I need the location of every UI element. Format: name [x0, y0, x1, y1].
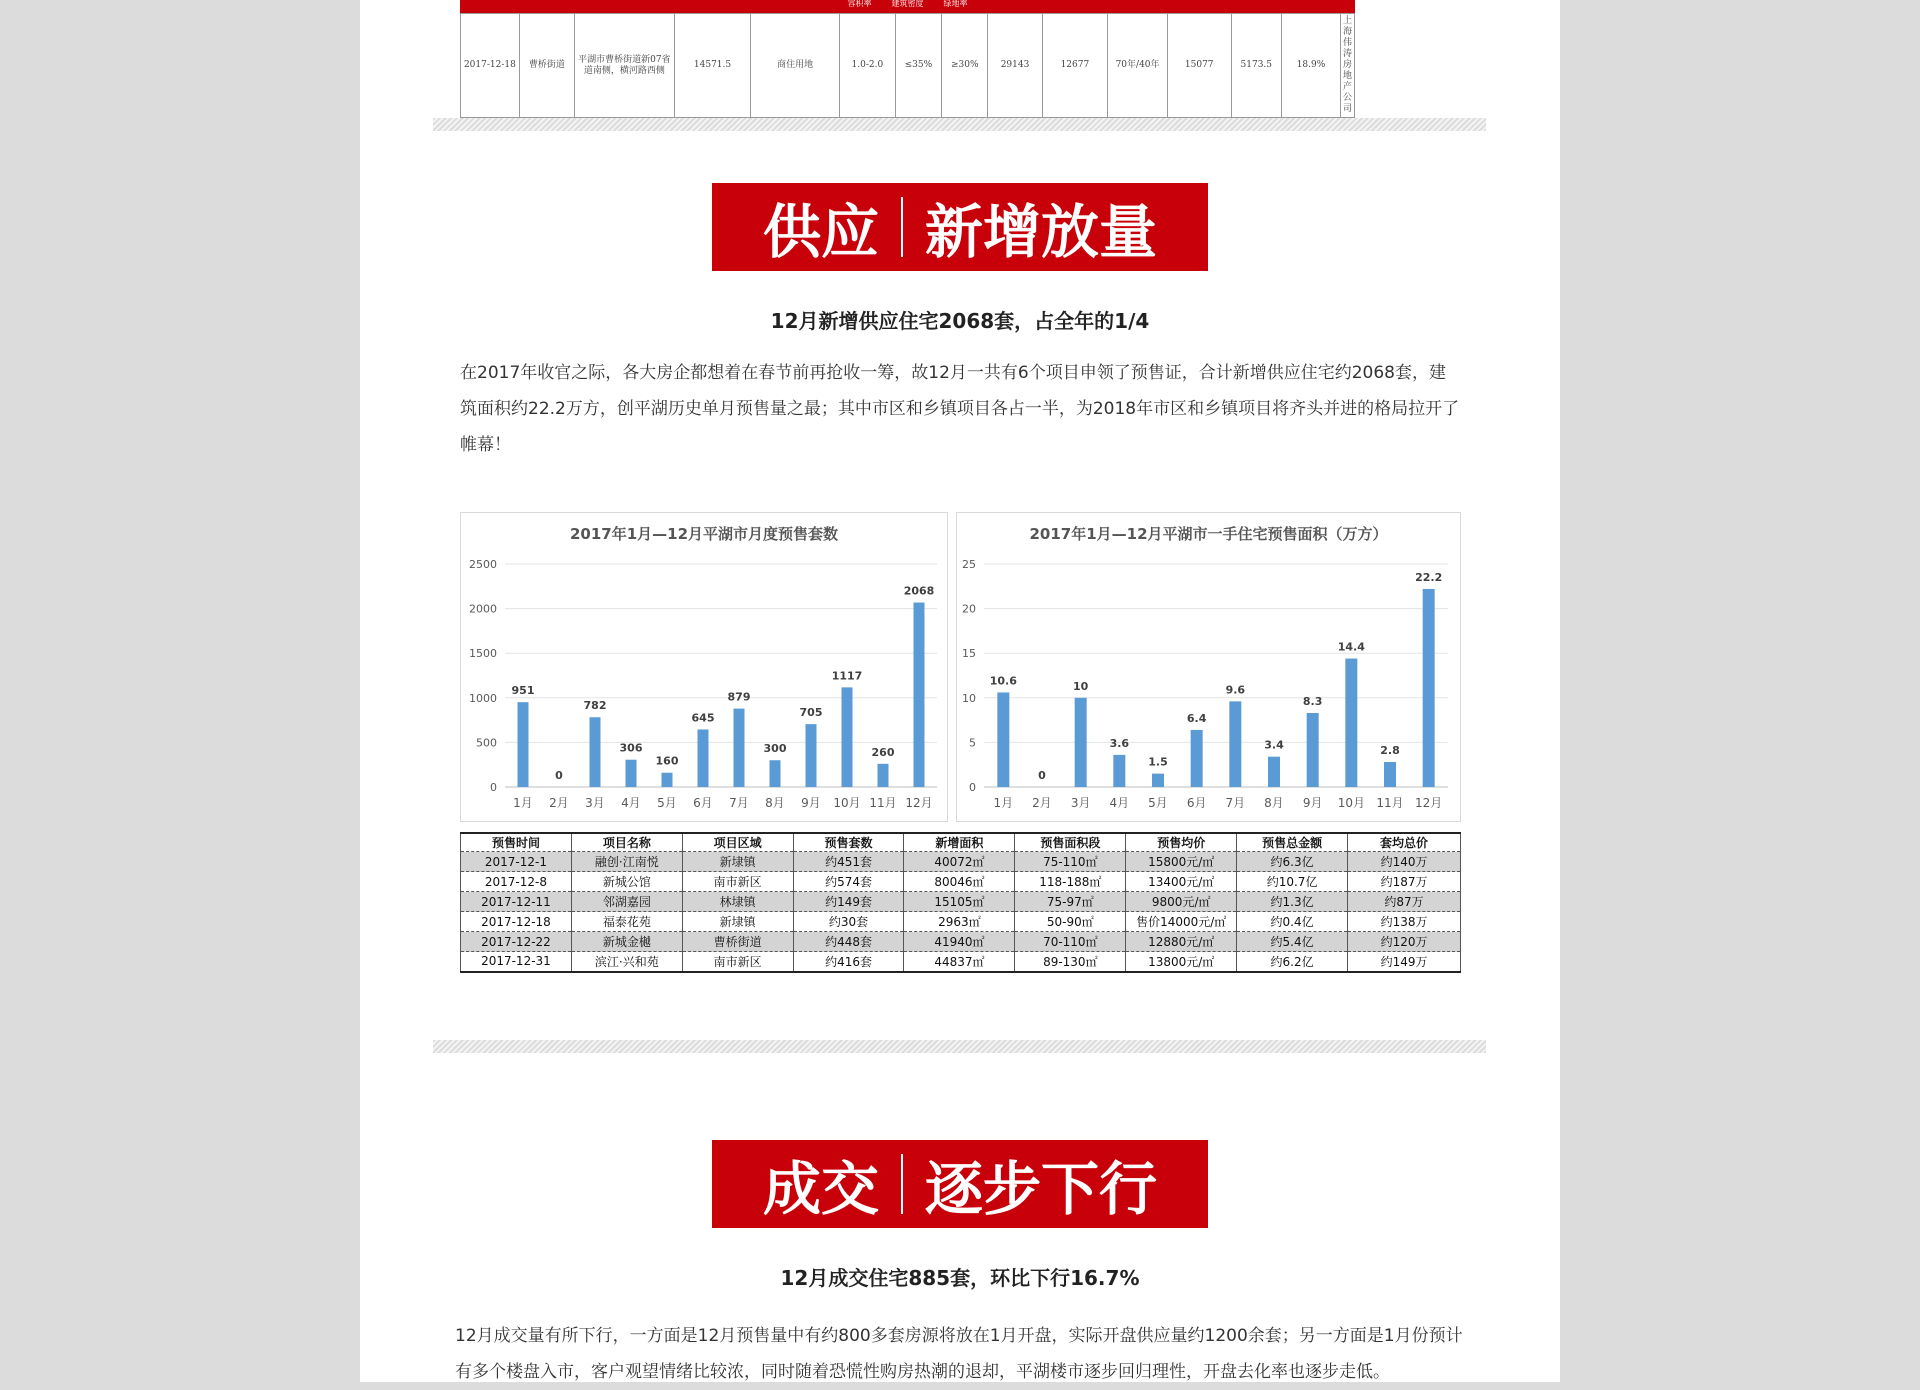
y-tick-label: 1500 — [469, 647, 497, 661]
table-cell: 约451套 — [793, 852, 904, 872]
data-label: 0 — [555, 769, 563, 782]
banner-separator — [901, 197, 903, 257]
x-tick-label: 6月 — [693, 796, 713, 810]
land-cell: ≥30% — [942, 14, 988, 118]
x-tick-label: 8月 — [765, 796, 785, 810]
section-paragraph: 12月成交量有所下行，一方面是12月预售量中有约800多套房源将放在1月开盘，实际开盘供应量约1200余套；另一方面是1月份预计有多个楼盘入市，客户观望情绪比较浓，同时随着恐慌性购房热潮的退却，平湖楼市逐步回归理性，开盘去化率也逐步走低。 — [455, 1326, 1463, 1382]
table-cell: 约30套 — [793, 912, 904, 932]
land-cell: 商住用地 — [751, 14, 840, 118]
data-label: 782 — [583, 699, 607, 713]
y-tick-label: 20 — [962, 602, 976, 616]
bar — [662, 773, 673, 787]
bar — [1384, 762, 1396, 787]
table-cell: 12880元/㎡ — [1126, 932, 1237, 952]
table-cell: 2017-12-31 — [461, 952, 572, 972]
table-cell: 滨江·兴和苑 — [571, 952, 682, 972]
table-cell: 约1.3亿 — [1237, 892, 1348, 912]
table-cell: 售价14000元/㎡ — [1126, 912, 1237, 932]
data-label: 2068 — [903, 584, 935, 598]
land-table-header — [460, 0, 1355, 13]
banner-left-text: 供应 — [762, 198, 879, 266]
column-header: 预售面积段 — [1015, 833, 1126, 852]
table-cell: 邻湖嘉园 — [571, 892, 682, 912]
bar — [1191, 730, 1203, 787]
x-tick-label: 5月 — [1148, 796, 1168, 810]
table-cell: 70-110㎡ — [1015, 932, 1126, 952]
chart-title: 2017年1月—12月平湖市一手住宅预售面积（万方） — [1029, 525, 1388, 543]
land-cell: 18.9% — [1281, 14, 1340, 118]
y-tick-label: 25 — [962, 558, 976, 571]
land-cell: 12677 — [1042, 14, 1108, 118]
chart-area-svg — [957, 513, 1460, 821]
y-tick-label: 2500 — [469, 558, 497, 571]
bar — [734, 709, 745, 787]
x-tick-label: 7月 — [729, 796, 749, 810]
banner-separator — [901, 1154, 903, 1214]
bar — [518, 702, 529, 787]
presale-table — [460, 832, 1461, 973]
bar — [997, 692, 1009, 787]
table-cell: 约416套 — [793, 952, 904, 972]
column-header: 预售时间 — [461, 833, 572, 852]
land-header-cell: 绿地率 — [943, 0, 968, 8]
table-cell: 约6.3亿 — [1237, 852, 1348, 872]
banner-right-text: 逐步下行 — [925, 1155, 1158, 1223]
land-header-cell: 容积率 — [847, 0, 872, 8]
table-cell: 新城公馆 — [571, 872, 682, 892]
y-tick-label: 15 — [962, 647, 976, 661]
x-tick-label: 4月 — [1109, 796, 1130, 810]
y-tick-label: 0 — [490, 781, 497, 794]
table-cell: 曹桥街道 — [682, 932, 793, 952]
table-cell: 约120万 — [1348, 932, 1461, 952]
table-row — [461, 872, 1461, 892]
land-cell: 2017-12-18 — [461, 14, 520, 118]
data-label: 879 — [727, 690, 751, 704]
x-tick-label: 8月 — [1264, 796, 1284, 810]
table-cell: 40072㎡ — [904, 852, 1015, 872]
table-cell: 75-110㎡ — [1015, 852, 1126, 872]
x-tick-label: 11月 — [869, 796, 897, 810]
land-table — [460, 0, 1355, 114]
land-cell: 14571.5 — [674, 14, 751, 118]
table-cell: 2017-12-22 — [461, 932, 572, 952]
table-cell: 新埭镇 — [682, 852, 793, 872]
bar — [842, 687, 853, 787]
bar — [698, 729, 709, 787]
x-tick-label: 3月 — [585, 796, 605, 810]
y-tick-label: 500 — [476, 736, 497, 750]
x-tick-label: 5月 — [657, 796, 677, 810]
x-tick-label: 7月 — [1225, 796, 1246, 810]
table-cell: 约140万 — [1348, 852, 1461, 872]
table-cell: 89-130㎡ — [1015, 952, 1126, 972]
data-label: 1117 — [831, 669, 863, 683]
column-header: 项目区域 — [682, 833, 793, 852]
bar — [1268, 757, 1280, 787]
data-label: 6.4 — [1186, 711, 1207, 725]
table-cell: 2017-12-11 — [461, 892, 572, 912]
table-cell: 约138万 — [1348, 912, 1461, 932]
section-divider — [433, 1040, 1486, 1053]
table-cell: 9800元/㎡ — [1126, 892, 1237, 912]
data-label: 3.4 — [1264, 738, 1284, 752]
section-banner-deals — [712, 1140, 1208, 1228]
x-tick-label: 6月 — [1186, 796, 1207, 810]
y-tick-label: 10 — [962, 691, 976, 705]
x-tick-label: 10月 — [833, 796, 861, 810]
table-cell: 南市新区 — [682, 872, 793, 892]
land-cell: 平湖市曹桥街道新07省道南侧，横河路西侧 — [575, 14, 675, 118]
x-tick-label: 1月 — [993, 796, 1014, 810]
bar — [914, 603, 925, 787]
data-label: 14.4 — [1337, 640, 1365, 654]
bar — [626, 760, 637, 787]
table-cell: 2017-12-8 — [461, 872, 572, 892]
bar — [1152, 774, 1164, 787]
data-label: 3.6 — [1109, 736, 1130, 750]
data-label: 160 — [655, 754, 679, 768]
section-subtitle: 12月新增供应住宅2068套，占全年的1/4 — [770, 309, 1150, 333]
banner-right-text: 新增放量 — [925, 198, 1158, 266]
y-tick-label: 1000 — [469, 691, 497, 705]
data-label: 2.8 — [1380, 744, 1400, 758]
table-cell: 约149套 — [793, 892, 904, 912]
data-label: 10.6 — [989, 674, 1017, 688]
table-cell: 50-90㎡ — [1015, 912, 1126, 932]
data-label: 300 — [763, 742, 787, 756]
data-label: 705 — [799, 706, 823, 720]
table-row — [461, 852, 1461, 872]
section-divider — [433, 118, 1486, 131]
x-tick-label: 9月 — [1302, 796, 1323, 810]
chart-title: 2017年1月—12月平湖市月度预售套数 — [569, 525, 839, 543]
table-cell: 2963㎡ — [904, 912, 1015, 932]
chart-units — [460, 512, 948, 822]
table-row — [461, 952, 1461, 972]
x-tick-label: 10月 — [1337, 796, 1365, 810]
data-label: 8.3 — [1302, 694, 1323, 708]
table-cell: 约187万 — [1348, 872, 1461, 892]
article-page — [360, 0, 1560, 1382]
bar — [1423, 589, 1435, 787]
table-row — [461, 892, 1461, 912]
land-cell: 1.0-2.0 — [840, 14, 896, 118]
table-cell: 约10.7亿 — [1237, 872, 1348, 892]
table-cell: 新城金樾 — [571, 932, 682, 952]
land-cell: 29143 — [988, 14, 1042, 118]
table-cell: 融创·江南悦 — [571, 852, 682, 872]
table-cell: 2017-12-1 — [461, 852, 572, 872]
land-cell: 5173.5 — [1231, 14, 1281, 118]
data-label: 306 — [619, 741, 643, 755]
bar — [806, 724, 817, 787]
x-tick-label: 12月 — [1415, 796, 1443, 810]
table-cell: 13800元/㎡ — [1126, 952, 1237, 972]
column-header: 预售均价 — [1126, 833, 1237, 852]
land-cell: 15077 — [1167, 14, 1231, 118]
data-label: 0 — [1038, 769, 1046, 782]
table-cell: 118-188㎡ — [1015, 872, 1126, 892]
table-cell: 福泰花苑 — [571, 912, 682, 932]
table-cell: 41940㎡ — [904, 932, 1015, 952]
table-row — [461, 14, 1355, 118]
x-tick-label: 12月 — [905, 796, 933, 810]
column-header: 项目名称 — [571, 833, 682, 852]
table-cell: 约6.2亿 — [1237, 952, 1348, 972]
land-cell: ≤35% — [895, 14, 941, 118]
chart-area — [956, 512, 1461, 822]
table-cell: 15800元/㎡ — [1126, 852, 1237, 872]
bar — [590, 717, 601, 787]
x-tick-label: 2月 — [1032, 796, 1052, 810]
bar — [1345, 659, 1357, 787]
x-tick-label: 9月 — [801, 796, 821, 810]
land-table-body — [460, 13, 1355, 118]
data-label: 951 — [511, 684, 535, 698]
bar — [1075, 698, 1087, 787]
table-cell: 约574套 — [793, 872, 904, 892]
table-row — [461, 912, 1461, 932]
table-cell: 2017-12-18 — [461, 912, 572, 932]
table-cell: 约149万 — [1348, 952, 1461, 972]
land-cell: 曹桥街道 — [519, 14, 574, 118]
x-tick-label: 11月 — [1376, 796, 1404, 810]
x-tick-label: 2月 — [549, 796, 569, 810]
land-header-cell: 建筑密度 — [891, 0, 924, 8]
x-tick-label: 3月 — [1070, 796, 1091, 810]
data-label: 645 — [691, 711, 715, 725]
table-cell: 南市新区 — [682, 952, 793, 972]
table-header-row — [461, 833, 1461, 852]
bar — [1307, 713, 1319, 787]
table-cell: 约87万 — [1348, 892, 1461, 912]
table-cell: 约448套 — [793, 932, 904, 952]
bar — [1229, 701, 1241, 787]
y-tick-label: 2000 — [469, 602, 497, 616]
x-tick-label: 4月 — [621, 796, 641, 810]
y-tick-label: 0 — [969, 781, 976, 794]
banner-left-text: 成交 — [762, 1155, 879, 1223]
table-row — [461, 932, 1461, 952]
column-header: 套均总价 — [1348, 833, 1461, 852]
bar — [1113, 755, 1125, 787]
section-paragraph: 在2017年收官之际，各大房企都想着在春节前再抢收一筹，故12月一共有6个项目申领了预售证，合计新增供应住宅约2068套，建筑面积约22.2万方，创平湖历史单月预售量之最；其中市区和乡镇项目各占一半，为2018年市区和乡镇项目将齐头并进的格局拉开了帷幕！ — [460, 363, 1460, 455]
table-cell: 75-97㎡ — [1015, 892, 1126, 912]
data-label: 22.2 — [1415, 570, 1443, 584]
table-cell: 新埭镇 — [682, 912, 793, 932]
table-cell: 15105㎡ — [904, 892, 1015, 912]
table-cell: 约0.4亿 — [1237, 912, 1348, 932]
section-subtitle: 12月成交住宅885套，环比下行16.7% — [780, 1266, 1140, 1290]
table-cell: 44837㎡ — [904, 952, 1015, 972]
column-header: 新增面积 — [904, 833, 1015, 852]
section-banner-supply — [712, 183, 1208, 271]
table-cell: 约5.4亿 — [1237, 932, 1348, 952]
column-header: 预售套数 — [793, 833, 904, 852]
bar — [770, 760, 781, 787]
land-cell: 上海伟涛房地产公司 — [1340, 14, 1354, 118]
x-tick-label: 1月 — [513, 796, 533, 810]
data-label: 1.5 — [1148, 755, 1168, 769]
chart-units-svg — [461, 513, 947, 821]
data-label: 10 — [1073, 679, 1089, 693]
y-tick-label: 5 — [969, 736, 976, 750]
data-label: 9.6 — [1225, 683, 1246, 697]
land-cell: 70年/40年 — [1108, 14, 1168, 118]
column-header: 预售总金额 — [1237, 833, 1348, 852]
table-cell: 80046㎡ — [904, 872, 1015, 892]
bar — [878, 764, 889, 787]
data-label: 260 — [871, 745, 895, 759]
table-cell: 13400元/㎡ — [1126, 872, 1237, 892]
table-cell: 林埭镇 — [682, 892, 793, 912]
